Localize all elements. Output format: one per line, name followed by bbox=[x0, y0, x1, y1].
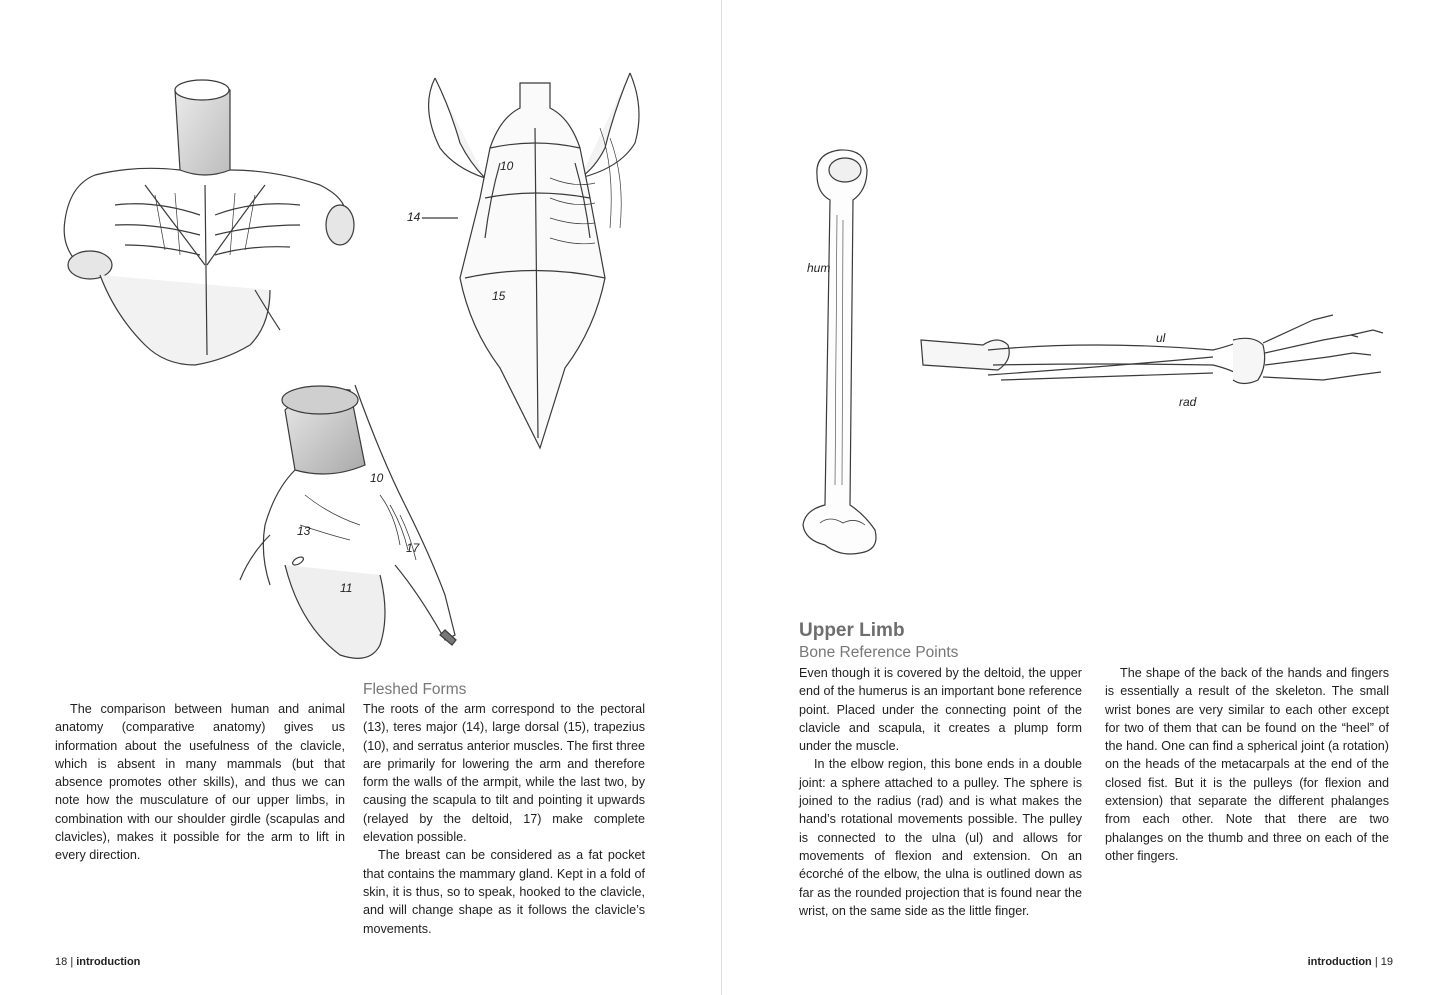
page-number-right: 19 bbox=[1380, 956, 1393, 968]
label-hum: hum bbox=[807, 261, 831, 275]
left-page bbox=[0, 0, 722, 995]
gutter-line bbox=[721, 0, 722, 995]
fleshed-forms-paragraph-2: The breast can be considered as a fat pocket that contains the mammary gland. Kept in a fold of skin, it is thus, so to speak, hooked to the clavicle, and will change shape as it follows the clavicle’s movements. bbox=[363, 848, 645, 936]
bone-text-column-1 bbox=[799, 664, 1082, 920]
fleshed-forms-text bbox=[363, 700, 645, 938]
bone-column1-paragraph-2: In the elbow region, this bone ends in a double joint: a sphere attached to a pulley. The sphere is joined to the radius (rad) and is what makes the hand’s rotational movements possible. The pulley is connected to the ulna (ul) and allows for movements of flexion and extension. On an écorché of the elbow, the ulna is outlined down as far as the rounded projection that is found near the wrist, on the same side as the little finger. bbox=[799, 757, 1082, 918]
label-15: 15 bbox=[492, 289, 506, 303]
running-head-left: introduction bbox=[76, 956, 141, 968]
bone-text-column-2 bbox=[1105, 664, 1389, 865]
humerus-sketch bbox=[795, 145, 915, 560]
shoulder-sketch bbox=[230, 365, 470, 670]
label-14: 14 bbox=[407, 210, 421, 224]
label-11: 11 bbox=[340, 581, 353, 595]
page-number-left: 18 bbox=[55, 956, 68, 968]
bone-reference-subtitle: Bone Reference Points bbox=[799, 644, 959, 661]
folio-separator-right: | bbox=[1374, 956, 1378, 968]
intro-paragraph-block bbox=[55, 700, 345, 865]
folio-separator-left: | bbox=[70, 956, 74, 968]
label-17: 17 bbox=[406, 541, 420, 555]
fleshed-forms-paragraph-1: The roots of the arm correspond to the pectoral (13), teres major (14), large dorsal (15), trapezius (10), and serratus anterior muscles. The first three are primarily for lowering the arm and therefore form the walls of the armpit, while the last two, by causing the scapula to tilt and pointing it upwards (relayed by the deltoid, 17) make complete elevation possible. bbox=[363, 702, 645, 845]
label-10-shoulder: 10 bbox=[370, 471, 384, 485]
intro-paragraph: The comparison between human and animal anatomy (comparative anatomy) gives us information about the usefulness of the clavicle, which is absent in many mammals (but that absence promotes other skills), and thus we can note how the musculature of our upper limbs, in combination with our shoulder girdle (scapulas and clavicles), makes it possible for the arm to lift in every direction. bbox=[55, 702, 345, 863]
label-rad: rad bbox=[1179, 395, 1197, 409]
right-folio bbox=[1308, 956, 1393, 968]
bone-column2-paragraph-1: The shape of the back of the hands and fingers is essentially a result of the skeleton. The small wrist bones are very similar to each other except for two of them that can be found on the “heel” of the hand. One can find a spherical joint (a rotation) on the heads of the metacarpals at the end of the closed fist. But it is the pulleys (for flexion and extension) that separate the different phalanges from each other. Note that there are two phalanges on the thumb and three on each of the other fingers. bbox=[1105, 666, 1389, 863]
running-head-right: introduction bbox=[1307, 956, 1372, 968]
bone-column1-paragraph-1: Even though it is covered by the deltoid, the upper end of the humerus is an important bone reference point. Placed under the connecting point of the clavicle and scapula, it creates a plump form under the muscle. bbox=[799, 666, 1082, 754]
label-ul: ul bbox=[1156, 331, 1166, 345]
label-10-back: 10 bbox=[500, 159, 514, 173]
upper-limb-title: Upper Limb bbox=[799, 620, 905, 641]
label-13: 13 bbox=[297, 524, 311, 538]
fleshed-forms-subtitle: Fleshed Forms bbox=[363, 681, 467, 698]
right-page bbox=[723, 0, 1445, 995]
forearm-hand-sketch bbox=[913, 295, 1393, 415]
torso-front-sketch bbox=[55, 75, 360, 375]
left-folio bbox=[55, 956, 140, 968]
